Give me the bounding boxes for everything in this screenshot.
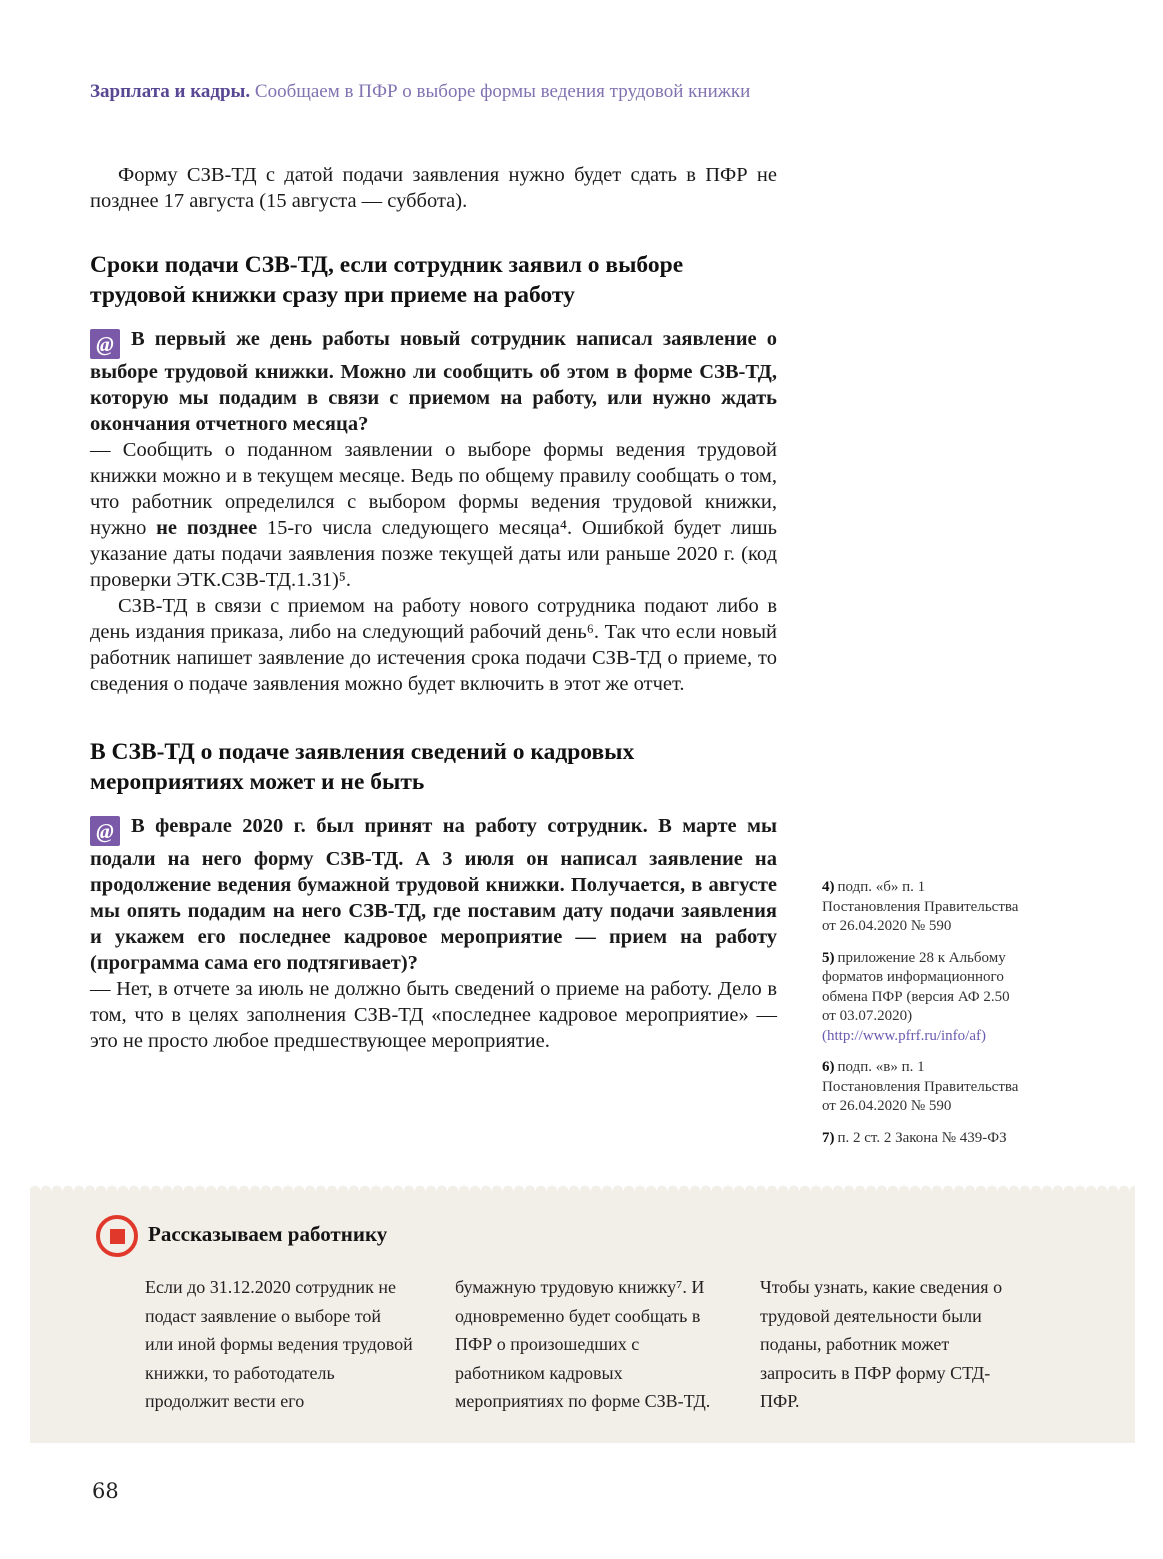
answer-text-1a: — Сообщить о поданном заявлении о выборе формы ведения трудовой книжки можно и в текущем месяце. Ведь по общему правилу сообщать о том, что работник определился с выбором формы ведения трудовой книжки, нужно (90, 439, 777, 539)
section-heading-1: Сроки подачи СЗВ-ТД, если сотрудник заявил о выборе трудовой книжки сразу при приеме на работу (90, 252, 684, 308)
footnote-6 (822, 1058, 1020, 1117)
question-text-1: В первый же день работы новый сотрудник написал заявление о выборе трудовой книжки. Можно ли сообщить об этом в форме СЗВ-ТД, которую мы подадим в связи с приемом на работу, или нужно ждать окончания отчетного месяца? (90, 328, 777, 435)
answer-paragraph-2: СЗВ-ТД в связи с приемом на работу нового сотрудника подают либо в день издания приказа, либо на следующий рабочий день⁶. Так что если новый работник напишет заявление до истечения срока подачи СЗВ-ТД о приеме, то сведения о подаче заявления можно будет включить в этот же отчет. (90, 595, 777, 695)
at-icon: @ (90, 816, 120, 846)
running-head (90, 80, 777, 104)
question-paragraph-1 (90, 326, 777, 437)
article-subtitle: Сообщаем в ПФР о выборе формы ведения трудовой книжки (254, 81, 751, 102)
footnote-number: 4) (822, 879, 835, 895)
at-icon: @ (90, 329, 120, 359)
bullet-target-icon (96, 1215, 138, 1257)
question-text-2: В феврале 2020 г. был принят на работу сотрудник. В марте мы подали на него форму СЗВ-ТД. А 3 июля он написал заявление на продолжение ведения бумажной трудовой книжки. Получается, в августе мы опять подадим на него СЗВ-ТД, где поставим дату подачи заявления и укажем его последнее кадровое мероприятие — прием на работу (программа сама его подтягивает)? (90, 815, 777, 974)
footnote-5 (822, 949, 1020, 1047)
bullet-square (110, 1229, 125, 1244)
callout-heading: Рассказываем работнику (148, 1222, 388, 1246)
callout-column-2: бумажную трудовую книжку⁷. И одновременно будет сообщать в ПФР о произошедших с работником кадровых мероприятиях по форме СЗВ-ТД. (455, 1277, 711, 1411)
intro-paragraph: Форму СЗВ-ТД с датой подачи заявления нужно будет сдать в ПФР не позднее 17 августа (15 августа — суббота). (90, 164, 777, 212)
footnote-text: п. 2 ст. 2 Закона № 439-ФЗ (837, 1129, 1007, 1146)
footnote-text: приложение 28 к Альбому форматов информационного обмена ПФР (версия АФ 2.50 от 03.07.2020) (822, 949, 1010, 1024)
footnote-text: подп. «в» п. 1 Постановления Правительства от 26.04.2020 № 590 (822, 1059, 1019, 1114)
answer-text-1b: 15-го числа следующего месяца⁴. Ошибкой будет лишь указание даты подачи заявления позже текущей даты или раньше 2020 г. (код проверки ЭТК.СЗВ-ТД.1.31)⁵. (90, 517, 777, 591)
footnote-number: 7) (822, 1129, 835, 1146)
callout-column-1: Если до 31.12.2020 сотрудник не подаст заявление о выборе той или иной формы ведения трудовой книжки, то работодатель продолжит вести его (145, 1277, 413, 1411)
footnote-7 (822, 1129, 1020, 1149)
question-paragraph-2 (90, 813, 777, 976)
footnote-text: подп. «б» п. 1 Постановления Правительства от 26.04.2020 № 590 (822, 879, 1019, 934)
scallop-edge-decoration (30, 1184, 1135, 1191)
sidebar-footnotes (822, 878, 1020, 1160)
callout-column-3: Чтобы узнать, какие сведения о трудовой деятельности были поданы, работник может запросить в ПФР форму СТД-ПФР. (760, 1277, 1003, 1411)
footnote-number: 6) (822, 1059, 835, 1075)
page-number: 68 (92, 1479, 119, 1503)
callout-box (30, 1191, 1135, 1443)
rubric-label: Зарплата и кадры. (90, 81, 251, 102)
answer-bold-phrase: не позднее (156, 517, 258, 539)
answer-paragraph-1 (90, 437, 777, 593)
footnote-link-pfrf[interactable]: (http://www.pfrf.ru/info/af) (822, 1027, 986, 1044)
section-heading-2: В СЗВ-ТД о подаче заявления сведений о кадровых мероприятиях может и не быть (90, 739, 635, 795)
answer-paragraph-3: — Нет, в отчете за июль не должно быть сведений о приеме на работу. Дело в том, что в целях заполнения СЗВ-ТД «последнее кадровое мероприятие» — это не просто любое предшествующее мероприятие. (90, 978, 777, 1052)
main-column (90, 80, 777, 1054)
footnote-number: 5) (822, 949, 835, 966)
footnote-4 (822, 878, 1020, 937)
